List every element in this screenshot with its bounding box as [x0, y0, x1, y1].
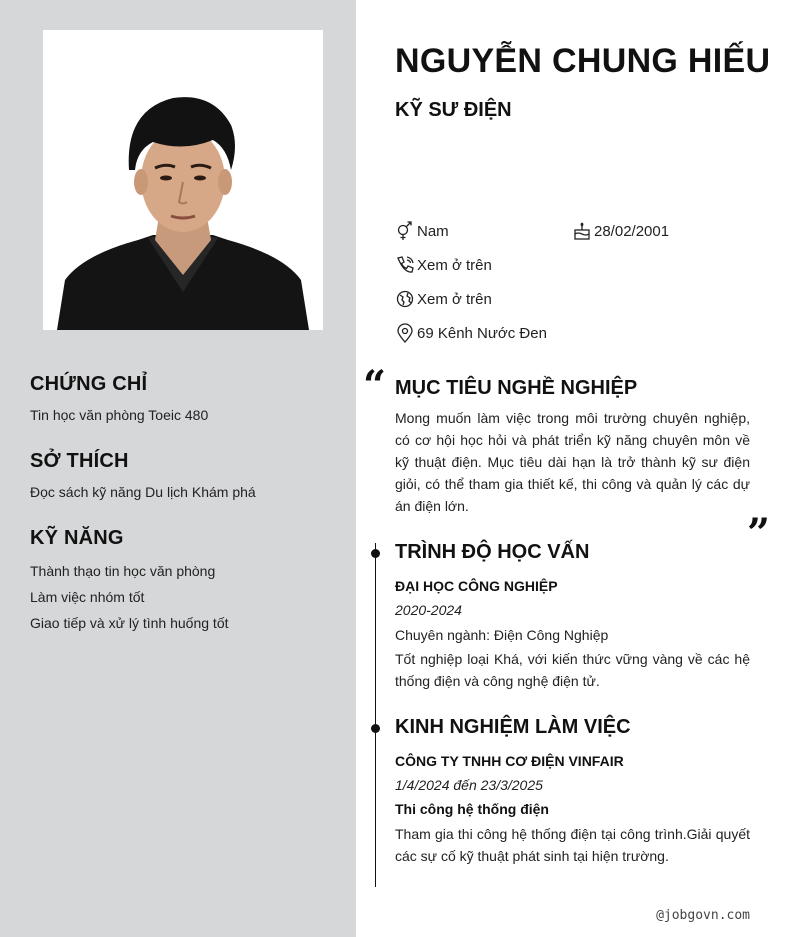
candidate-name: NGUYỄN CHUNG HIẾU — [395, 42, 771, 80]
phone-value: Xem ở trên — [417, 256, 492, 274]
skill-item: Thành thạo tin học văn phòng — [30, 563, 216, 579]
phone-icon — [395, 255, 415, 275]
education-description: Tốt nghiệp loại Khá, với kiến thức vững vàng về các hệ thống điện và công nghệ điện tử. — [395, 651, 750, 689]
footer-watermark: @jobgovn.com — [656, 908, 750, 923]
skills-title: KỸ NĂNG — [30, 527, 124, 549]
skill-item: Giao tiếp và xử lý tình huống tốt — [30, 615, 229, 631]
location-pin-icon — [395, 323, 415, 343]
experience-period: 1/4/2024 đến 23/3/2025 — [395, 777, 543, 793]
hobbies-title: SỞ THÍCH — [30, 450, 129, 472]
website-value: Xem ở trên — [417, 290, 492, 308]
phone-info — [395, 255, 492, 275]
globe-icon — [395, 289, 415, 309]
candidate-role: KỸ SƯ ĐIỆN — [395, 99, 512, 121]
gender-icon — [395, 221, 415, 241]
education-title: TRÌNH ĐỘ HỌC VẤN — [395, 541, 590, 563]
experience-description: Tham gia thi công hệ thống điện tại công trình.Giải quyết các sự cố kỹ thuật phát sinh tại hiện trường. — [395, 826, 750, 864]
quote-open-icon: “ — [363, 362, 387, 409]
objective-text: Mong muốn làm việc trong môi trường chuyên nghiệp, có cơ hội học hỏi và phát triển kỹ năng chuyên môn về kỹ thuật điện. Mục tiêu dài hạn là trở thành kỹ sư điện giỏi, có thể tham gia thiết kế, thi công và quản lý các dự án điện lớn. — [395, 410, 750, 514]
skills-section — [30, 527, 330, 636]
timeline-dot — [371, 724, 380, 733]
education-school: ĐẠI HỌC CÔNG NGHIỆP — [395, 578, 558, 594]
birthdate-value: 28/02/2001 — [594, 222, 670, 240]
address-value: 69 Kênh Nước Đen — [417, 324, 547, 342]
experience-title: KINH NGHIỆM LÀM VIỆC — [395, 716, 631, 738]
quote-close-icon: ” — [747, 510, 771, 557]
address-info — [395, 323, 547, 343]
certificates-title: CHỨNG CHỈ — [30, 373, 148, 395]
education-major: Chuyên ngành: Điện Công Nghiệp — [395, 627, 609, 643]
experience-company: CÔNG TY TNHH CƠ ĐIỆN VINFAIR — [395, 753, 624, 769]
gender-info — [395, 221, 449, 241]
profile-photo — [43, 30, 323, 330]
website-info — [395, 289, 492, 309]
gender-value: Nam — [417, 222, 449, 240]
education-period: 2020-2024 — [395, 602, 462, 618]
certificates-section — [30, 373, 330, 428]
hobbies-text: Đọc sách kỹ năng Du lịch Khám phá — [30, 484, 256, 500]
certificates-text: Tin học văn phòng Toeic 480 — [30, 407, 209, 423]
sidebar — [0, 0, 356, 937]
hobbies-section — [30, 450, 330, 505]
birthday-cake-icon — [572, 221, 592, 241]
timeline-dot — [371, 549, 380, 558]
skill-item: Làm việc nhóm tốt — [30, 589, 145, 605]
objective-title: MỤC TIÊU NGHỀ NGHIỆP — [395, 377, 638, 399]
timeline-line — [375, 543, 376, 887]
experience-position: Thi công hệ thống điện — [395, 801, 549, 817]
birthdate-info — [572, 221, 669, 241]
